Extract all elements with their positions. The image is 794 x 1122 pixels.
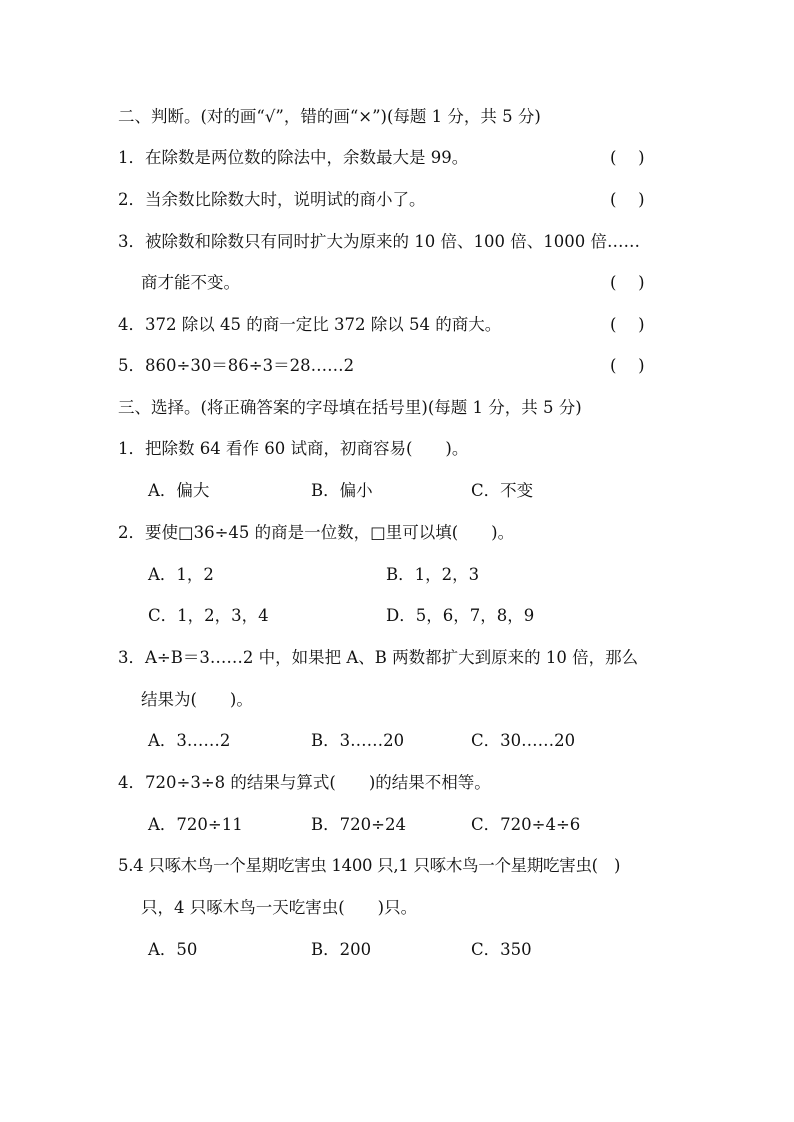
q1-option-a: A．偏大 — [148, 481, 210, 500]
q1-option-c: C．不变 — [471, 481, 534, 500]
choice-question-5-continuation: 只，4 只啄木鸟一天吃害虫( )只。 — [141, 898, 418, 917]
judge-item-3-continuation: 商才能不变。 — [141, 273, 240, 292]
answer-paren-3[interactable]: ( ) — [610, 273, 645, 292]
judge-item-3: 3．被除数和除数只有同时扩大为原来的 10 倍、100 倍、1000 倍…… — [118, 232, 640, 251]
answer-paren-1[interactable]: ( ) — [610, 148, 645, 167]
q1-option-b: B．偏小 — [311, 481, 373, 500]
q2-option-d: D．5，6，7，8，9 — [386, 606, 535, 625]
section2-heading: 二、判断。(对的画“√”，错的画“×”)(每题 1 分，共 5 分) — [118, 107, 541, 126]
choice-question-4: 4．720÷3÷8 的结果与算式( )的结果不相等。 — [118, 773, 491, 792]
q3-option-c: C．30……20 — [471, 731, 576, 750]
judge-item-5: 5．860÷30＝86÷3＝28……2 — [118, 356, 355, 375]
judge-item-4: 4．372 除以 45 的商一定比 372 除以 54 的商大。 — [118, 315, 502, 334]
answer-paren-5[interactable]: ( ) — [610, 356, 645, 375]
choice-question-1: 1．把除数 64 看作 60 试商，初商容易( )。 — [118, 439, 469, 458]
q4-option-c: C．720÷4÷6 — [471, 815, 581, 834]
choice-question-2: 2．要使□36÷45 的商是一位数，□里可以填( )。 — [118, 523, 515, 542]
q4-option-b: B．720÷24 — [311, 815, 406, 834]
q2-option-b: B．1，2，3 — [386, 565, 480, 584]
q5-option-c: C．350 — [471, 940, 532, 959]
q4-option-a: A．720÷11 — [148, 815, 243, 834]
q5-option-b: B．200 — [311, 940, 372, 959]
choice-question-5: 5.4 只啄木鸟一个星期吃害虫 1400 只,1 只啄木鸟一个星期吃害虫( ) — [118, 856, 621, 875]
section3-heading: 三、选择。(将正确答案的字母填在括号里)(每题 1 分，共 5 分) — [118, 398, 582, 417]
judge-item-1: 1．在除数是两位数的除法中，余数最大是 99。 — [118, 148, 469, 167]
q2-option-a: A．1，2 — [148, 565, 214, 584]
answer-paren-4[interactable]: ( ) — [610, 315, 645, 334]
choice-question-3-continuation: 结果为( )。 — [141, 690, 253, 709]
q5-option-a: A．50 — [148, 940, 198, 959]
judge-item-2: 2．当余数比除数大时，说明试的商小了。 — [118, 190, 426, 209]
q2-option-c: C．1，2，3，4 — [148, 606, 269, 625]
choice-question-3: 3．A÷B＝3……2 中，如果把 A、B 两数都扩大到原来的 10 倍，那么 — [118, 648, 639, 667]
q3-option-b: B．3……20 — [311, 731, 405, 750]
q3-option-a: A．3……2 — [148, 731, 231, 750]
answer-paren-2[interactable]: ( ) — [610, 190, 645, 209]
